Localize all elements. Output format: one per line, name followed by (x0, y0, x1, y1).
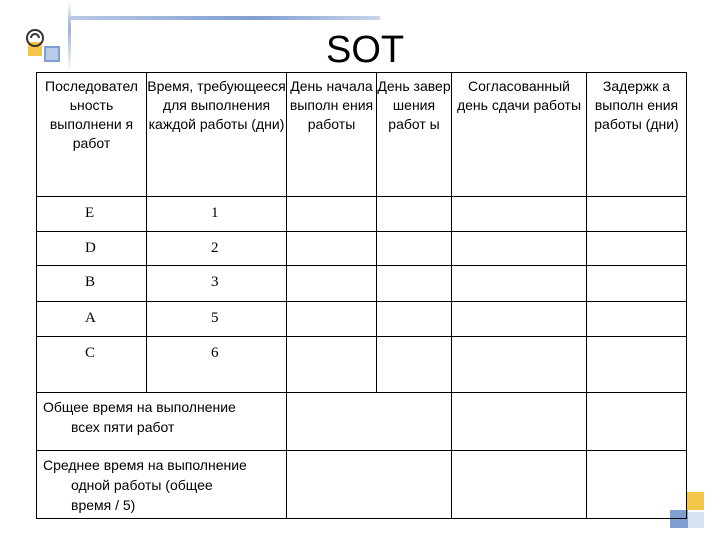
empty-cell (287, 302, 377, 337)
total-time-label: Общее время на выполнение всех пяти работ (37, 393, 287, 451)
empty-cell (452, 197, 587, 232)
job-code: A (85, 310, 96, 326)
average-time-value (287, 451, 452, 519)
slide-title: SOT (326, 29, 405, 71)
empty-cell (287, 266, 377, 302)
empty-cell (452, 337, 587, 393)
job-duration: 3 (211, 274, 219, 290)
header-vertical-line (68, 0, 71, 72)
sot-table (36, 72, 687, 519)
header-duration: Время, требующееся для выполнения каждой работы (дни) (147, 73, 287, 197)
empty-cell (377, 337, 452, 393)
total-time-row (37, 393, 687, 451)
empty-cell (287, 232, 377, 266)
job-code: B (85, 274, 96, 290)
empty-cell (587, 302, 687, 337)
header-due-day: Согласованный день сдачи работы (452, 73, 587, 197)
empty-cell (377, 302, 452, 337)
empty-cell (587, 232, 687, 266)
table-row (37, 232, 687, 266)
table-row (37, 302, 687, 337)
job-duration: 1 (211, 205, 219, 221)
empty-cell (587, 393, 687, 451)
empty-cell (587, 197, 687, 232)
empty-cell (377, 197, 452, 232)
empty-cell (587, 266, 687, 302)
header-start-day: День начала выполн ения работы (287, 73, 377, 197)
empty-cell (587, 337, 687, 393)
job-code: C (85, 345, 96, 361)
header-sequence: Последовател ьность выполнени я работ (37, 73, 147, 197)
empty-cell (452, 302, 587, 337)
job-duration: 5 (211, 310, 219, 326)
total-time-value (287, 393, 452, 451)
job-code: E (85, 205, 95, 221)
empty-cell (377, 266, 452, 302)
empty-cell (452, 393, 587, 451)
empty-cell (452, 266, 587, 302)
job-duration: 6 (211, 345, 219, 361)
average-time-label: Среднее время на выполнение одной работы (общее время / 5) (37, 451, 287, 519)
job-code: D (85, 240, 96, 256)
table-row (37, 266, 687, 302)
empty-cell (452, 232, 587, 266)
header-end-day: День завер шения работ ы (377, 73, 452, 197)
empty-cell (587, 451, 687, 519)
slide-logo-icon (24, 28, 64, 68)
job-duration: 2 (211, 240, 219, 256)
empty-cell (287, 337, 377, 393)
empty-cell (452, 451, 587, 519)
empty-cell (377, 232, 452, 266)
average-time-row (37, 451, 687, 519)
header-delay: Задержк а выполн ения работы (дни) (587, 73, 687, 197)
table-row (37, 197, 687, 232)
header-accent-bar (68, 16, 380, 20)
table-header-row (37, 73, 687, 197)
empty-cell (287, 197, 377, 232)
table-row (37, 337, 687, 393)
